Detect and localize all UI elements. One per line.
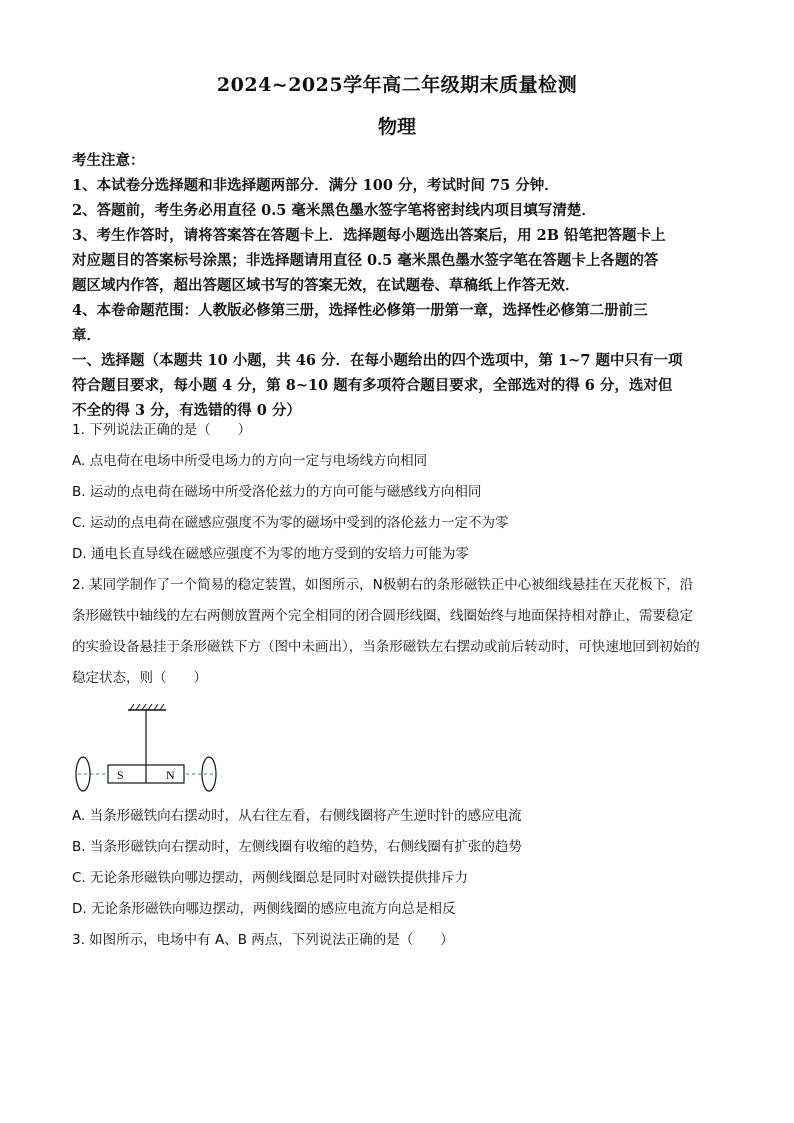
option-b: B. 当条形磁铁向右摆动时，左侧线圈有收缩的趋势，右侧线圈有扩张的趋势 xyxy=(72,839,522,855)
question-stem: 2. 某同学制作了一个简易的稳定装置，如图所示，N极朝右的条形磁铁正中心被细线悬挂在天花板下，沿 xyxy=(72,577,694,593)
magnet-coil-diagram xyxy=(72,700,232,800)
exam-title: 2024~2025学年高二年级期末质量检测 xyxy=(216,74,578,96)
question-stem: 3. 如图所示，电场中有 A、B 两点，下列说法正确的是（ ） xyxy=(72,932,454,948)
notice-heading: 考生注意： xyxy=(72,152,145,169)
notice-line: 2、答题前，考生务必用直径 0.5 毫米黑色墨水签字笔将密封线内项目填写清楚． xyxy=(72,202,596,219)
south-pole-label: S xyxy=(117,768,124,782)
question-2-options xyxy=(72,801,724,925)
north-pole-label: N xyxy=(166,768,175,782)
subject-title: 物理 xyxy=(377,116,416,138)
section-heading: 一、选择题（本题共 10 小题，共 46 分．在每小题给出的四个选项中，第 1~7 题中只有一项 xyxy=(72,352,683,369)
option-b: B. 运动的点电荷在磁场中所受洛伦兹力的方向可能与磁感线方向相同 xyxy=(72,484,482,500)
notice-line: 1、本试卷分选择题和非选择题两部分．满分 100 分，考试时间 75 分钟． xyxy=(72,177,559,194)
option-a: A. 当条形磁铁向右摆动时，从右往左看，右侧线圈将产生逆时针的感应电流 xyxy=(72,808,522,824)
option-c: C. 运动的点电荷在磁感应强度不为零的磁场中受到的洛伦兹力一定不为零 xyxy=(72,515,509,531)
question-stem: 1. 下列说法正确的是（ ） xyxy=(72,422,252,438)
notice-line: 题区域内作答，超出答题区域书写的答案无效，在试题卷、草稿纸上作答无效． xyxy=(72,277,580,294)
notice-line: 对应题目的答案标号涂黑；非选择题请用直径 0.5 毫米黑色墨水签字笔在答题卡上各题的答 xyxy=(72,252,659,269)
ceiling-hatch xyxy=(130,704,164,710)
magnet-coil-figure xyxy=(72,700,232,800)
notice-line: 章． xyxy=(72,327,101,344)
question-3 xyxy=(72,925,724,956)
option-d: D. 无论条形磁铁向哪边摆动，两侧线圈的感应电流方向总是相反 xyxy=(72,901,456,917)
question-2 xyxy=(72,570,724,694)
notice-line: 4、本卷命题范围：人教版必修第三册，选择性必修第一册第一章，选择性必修第二册前三 xyxy=(72,302,648,319)
section-heading: 符合题目要求，每小题 4 分，第 8~10 题有多项符合题目要求，全部选对的得 6 分，选对但 xyxy=(72,377,673,394)
section-heading: 不全的得 3 分，有选错的得 0 分） xyxy=(72,402,301,419)
option-a: A. 点电荷在电场中所受电场力的方向一定与电场线方向相同 xyxy=(72,453,428,469)
candidate-notice xyxy=(72,148,724,423)
option-c: C. 无论条形磁铁向哪边摆动，两侧线圈总是同时对磁铁提供排斥力 xyxy=(72,870,469,886)
question-stem: 条形磁铁中轴线的左右两侧放置两个完全相同的闭合圆形线圈，线圈始终与地面保持相对静止，需要稳定 xyxy=(72,608,693,624)
notice-line: 3、考生作答时，请将答案答在答题卡上．选择题每小题选出答案后，用 2B 铅笔把答题卡上 xyxy=(72,227,666,244)
question-stem: 的实验设备悬挂于条形磁铁下方（图中未画出），当条形磁铁左右摆动或前后转动时，可快速地回到初始的 xyxy=(72,639,700,655)
question-stem: 稳定状态，则（ ） xyxy=(72,670,207,686)
question-1 xyxy=(72,415,724,570)
option-d: D. 通电长直导线在磁感应强度不为零的地方受到的安培力可能为零 xyxy=(72,546,469,562)
